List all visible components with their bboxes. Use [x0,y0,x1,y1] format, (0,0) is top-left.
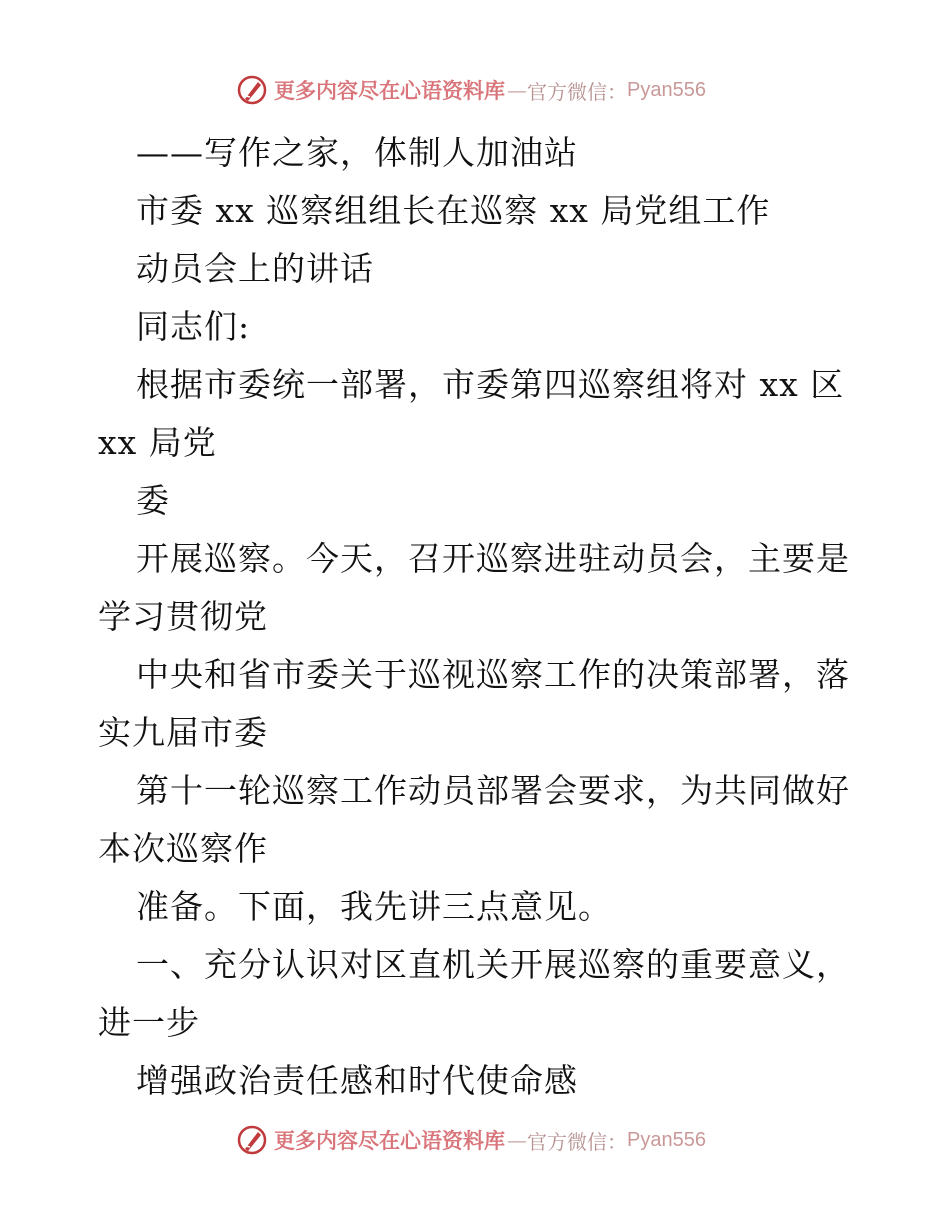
body-line: 开展巡察。今天，召开巡察进驻动员会，主要是 [136,539,850,578]
salutation: 同志们: [136,307,251,346]
document-body [98,124,858,1110]
banner-dash: — [507,1128,527,1152]
banner-wechat-label: 官方微信： [527,1129,627,1154]
banner-wechat-id: Pyan556 [627,1128,706,1151]
quill-logo-icon [236,74,268,106]
banner-title: 更多内容尽在心语资料库 [274,1128,505,1153]
body-line: ——写作之家，体制人加油站 [136,133,578,172]
body-line: 根据市委统一部署，市委第四巡察组将对 xx 区 [136,365,845,404]
banner-title: 更多内容尽在心语资料库 [274,78,505,103]
footer-banner [236,1123,706,1157]
document-title-line-2: 动员会上的讲话 [136,249,374,288]
body-line: 第十一轮巡察工作动员部署会要求，为共同做好 [136,771,850,810]
section-heading-line-1: 一、充分认识对区直机关开展巡察的重要意义， [136,945,850,984]
banner-dash: — [507,78,527,102]
body-line: 本次巡察作 [98,829,268,868]
header-banner [236,73,706,107]
body-line: 实九届市委 [98,713,268,752]
document-title-line-1: 市委 xx 巡察组组长在巡察 xx 局党组工作 [136,191,771,230]
banner-wechat-label: 官方微信： [527,79,627,104]
body-line: 准备。下面，我先讲三点意见。 [136,887,612,926]
body-line: xx 局党 [98,423,217,462]
quill-logo-icon [236,1124,268,1156]
banner-wechat-id: Pyan556 [627,78,706,101]
section-heading-line-2: 进一步 [98,1003,200,1042]
body-line: 委 [136,481,170,520]
body-line: 中央和省市委关于巡视巡察工作的决策部署，落 [136,655,850,694]
body-line: 学习贯彻党 [98,597,268,636]
section-heading-line-3: 增强政治责任感和时代使命感 [136,1061,578,1100]
